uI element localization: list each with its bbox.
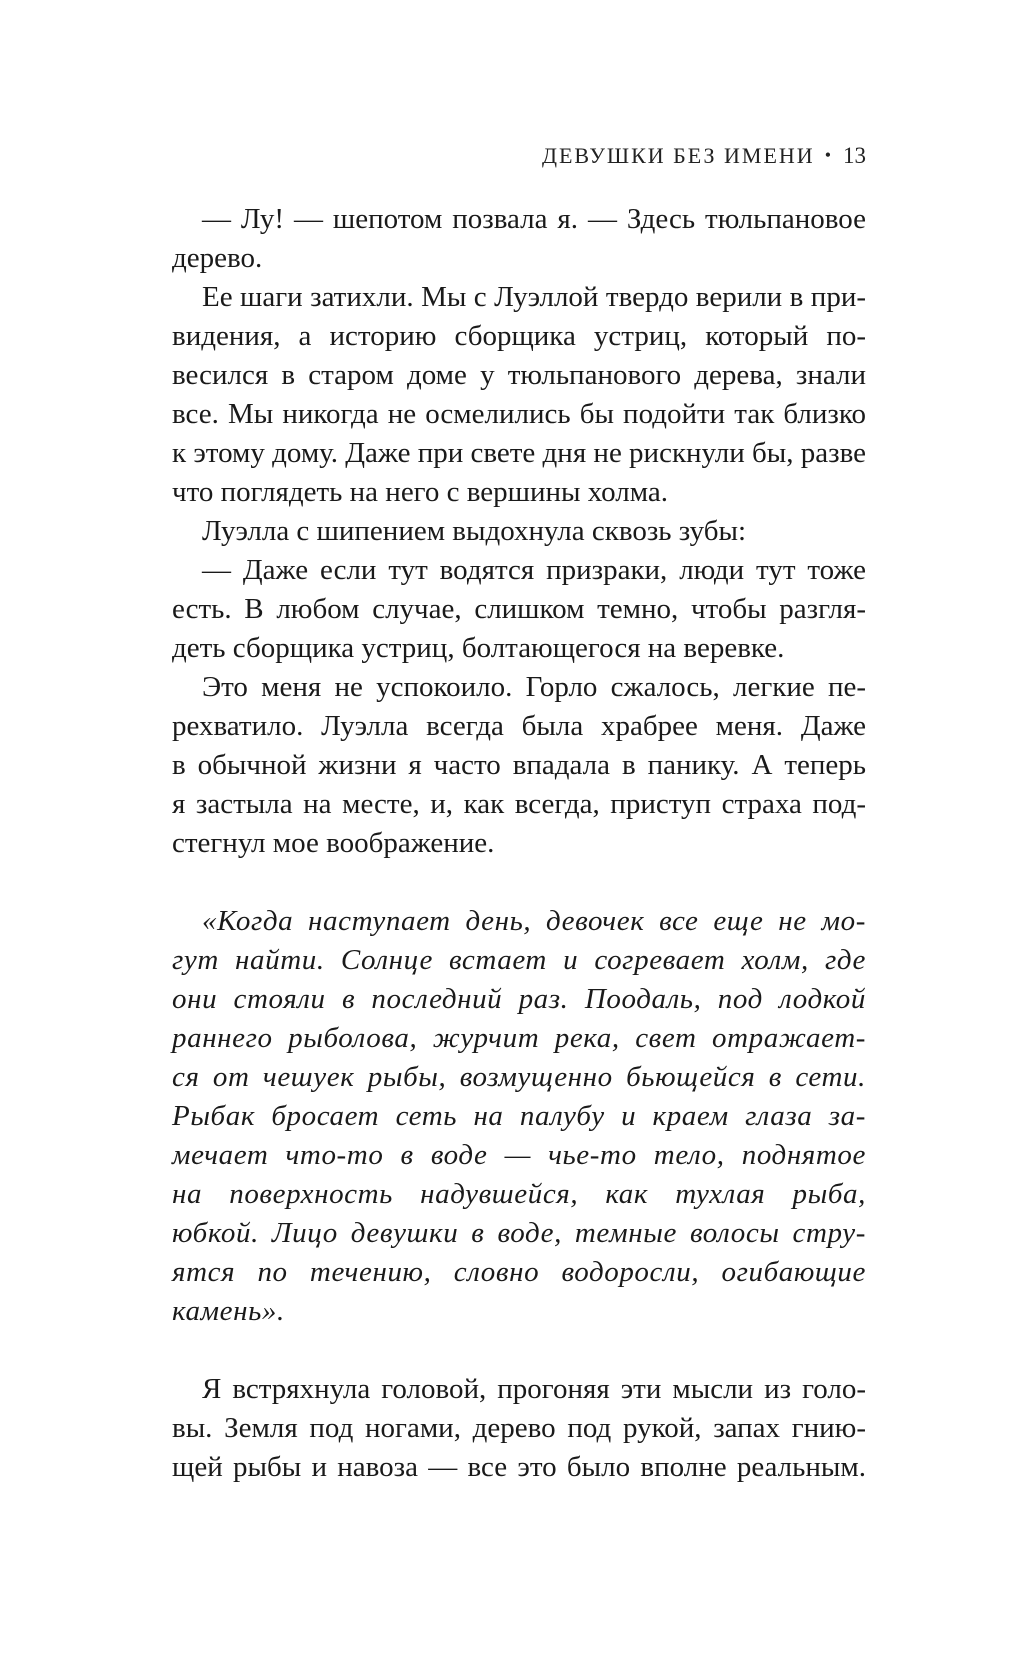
text-line: к этому дому. Даже при свете дня не рискнули бы, разве (172, 437, 866, 469)
text-line: Луэлла с шипением выдохнула сквозь зубы: (202, 515, 747, 547)
page-body (142, 200, 866, 1487)
text-line: вы. Земля под ногами, дерево под рукой, запах гнию- (172, 1412, 866, 1444)
text-line: щей рыбы и навоза — все это было вполне реальным. (172, 1451, 866, 1483)
text-line: я застыла на месте, и, как всегда, приступ страха под- (172, 788, 866, 820)
text-line: — Лу! — шепотом позвала я. — Здесь тюльпановое (202, 203, 866, 235)
italic-passage (142, 902, 866, 1331)
text-line: Рыбак бросает сеть на палубу и краем глаза за- (172, 1100, 866, 1132)
text-line: дерево. (172, 242, 263, 274)
text-line: Я встряхнула головой, прогоняя эти мысли из голо- (202, 1373, 866, 1405)
closing-paragraph (142, 1370, 866, 1487)
page-number: 13 (843, 143, 866, 168)
text-line: — Даже если тут водятся призраки, люди тут тоже (202, 554, 866, 586)
text-line: весился в старом доме у тюльпанового дерева, знали (172, 359, 866, 391)
paragraph (142, 551, 866, 668)
text-line: «Когда наступает день, девочек все еще не мо- (202, 905, 866, 937)
text-line: на поверхность надувшейся, как тухлая рыба, (172, 1178, 866, 1210)
text-line: что поглядеть на него с вершины холма. (172, 476, 668, 508)
text-line: деть сборщика устриц, болтающегося на веревке. (172, 632, 785, 664)
paragraph (142, 668, 866, 863)
running-head (542, 143, 866, 169)
text-line: есть. В любом случае, слишком темно, чтобы разгля- (172, 593, 866, 625)
text-line: камень». (172, 1295, 285, 1327)
text-line: видения, а историю сборщика устриц, который по- (172, 320, 866, 352)
paragraph (142, 200, 866, 278)
text-line: гут найти. Солнце встает и согревает холм, где (172, 944, 866, 976)
text-line: юбкой. Лицо девушки в воде, темные волосы стру- (172, 1217, 866, 1249)
text-line: раннего рыболова, журчит река, свет отражает- (172, 1022, 866, 1054)
text-line: все. Мы никогда не осмелились бы подойти так близко (172, 398, 866, 430)
text-line: ся от чешуек рыбы, возмущенно бьющейся в сети. (172, 1061, 866, 1093)
header-separator: • (824, 145, 833, 165)
text-line: Это меня не успокоило. Горло сжалось, легкие пе- (202, 671, 866, 703)
text-line: в обычной жизни я часто впадала в панику. А теперь (172, 749, 866, 781)
text-line: ятся по течению, словно водоросли, огибающие (172, 1256, 866, 1288)
text-line: Ее шаги затихли. Мы с Луэллой твердо верили в при- (202, 281, 866, 313)
paragraph (142, 278, 866, 512)
paragraph (142, 512, 866, 551)
book-title: ДЕВУШКИ БЕЗ ИМЕНИ (541, 143, 815, 168)
text-line: рехватило. Луэлла всегда была храбрее меня. Даже (172, 710, 866, 742)
text-line: мечает что-то в воде — чье-то тело, поднятое (172, 1139, 866, 1171)
text-line: стегнул мое воображение. (172, 827, 495, 859)
text-line: они стояли в последний раз. Поодаль, под лодкой (172, 983, 866, 1015)
